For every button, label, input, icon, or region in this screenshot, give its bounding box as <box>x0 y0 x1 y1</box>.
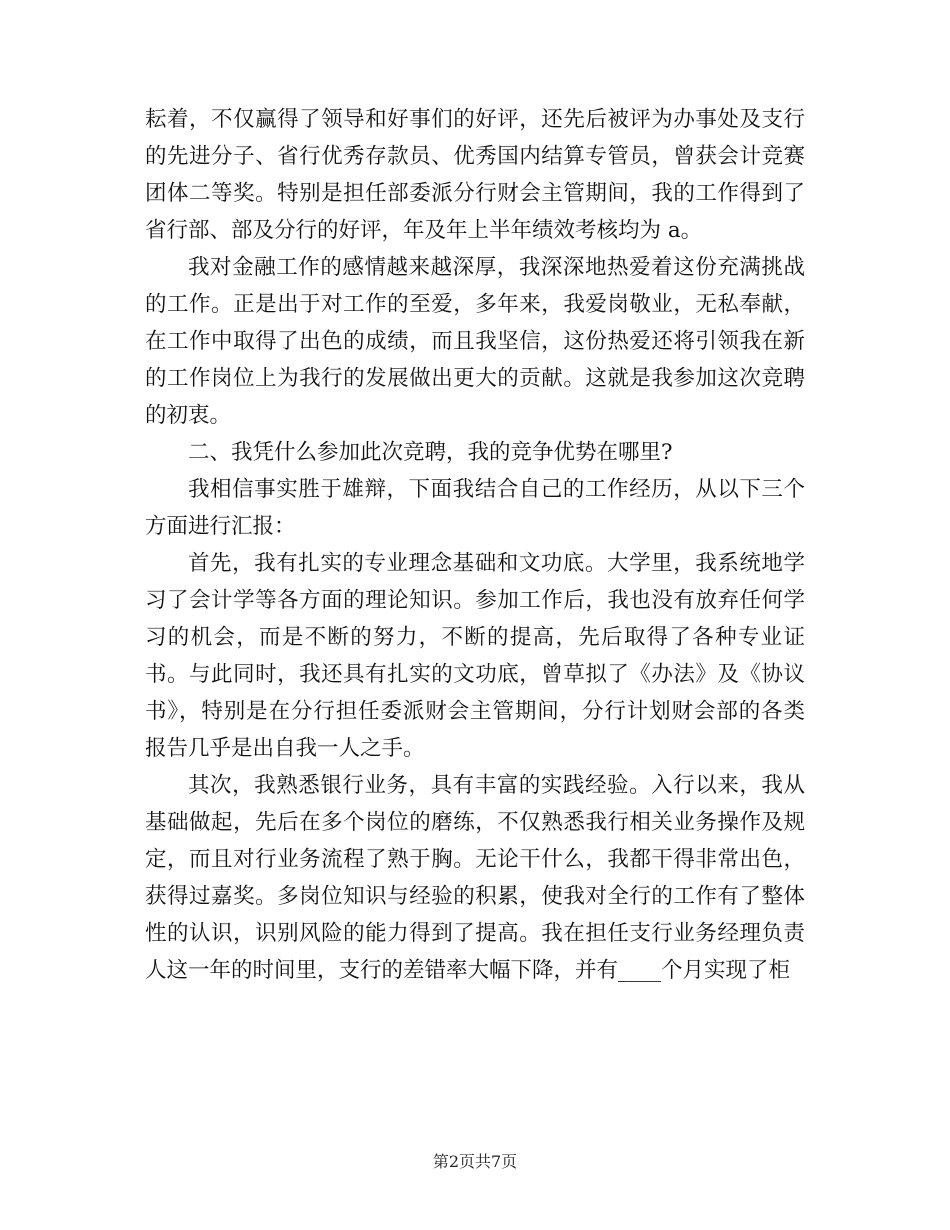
text-line: 性的认识，识别风险的能力得到了提高。我在担任支行业务经理负责 <box>145 921 805 946</box>
text-line: 我对金融工作的感情越来越深厚，我深深地热爱着这份充满挑战 <box>188 255 805 280</box>
text-line: 获得过嘉奖。多岗位知识与经验的积累，使我对全行的工作有了整体 <box>145 884 805 909</box>
paragraph <box>145 434 805 471</box>
text-line: 报告几乎是出自我一人之手。 <box>145 736 425 761</box>
text-line: 首先，我有扎实的专业理念基础和文功底。大学里，我系统地学 <box>188 551 805 576</box>
paragraph <box>145 471 805 545</box>
text-line: 二、我凭什么参加此次竞聘，我的竞争优势在哪里? <box>188 440 673 465</box>
text-line: 在工作中取得了出色的成绩，而且我坚信，这份热爱还将引领我在新 <box>145 329 805 354</box>
paragraph <box>145 767 805 989</box>
text-line: 习的机会，而是不断的努力，不断的提高，先后取得了各种专业证 <box>145 625 805 650</box>
text-line: 其次，我熟悉银行业务，具有丰富的实践经验。入行以来，我从 <box>188 773 805 798</box>
text-line: 方面进行汇报： <box>145 514 296 539</box>
text-line: 的初衷。 <box>145 403 232 428</box>
text-line: 书》，特别是在分行担任委派财会主管期间，分行计划财会部的各类 <box>145 699 805 724</box>
paragraph <box>145 101 805 249</box>
text-line: 习了会计学等各方面的理论知识。参加工作后，我也没有放弃任何学 <box>145 588 805 613</box>
text-line: 省行部、部及分行的好评，年及年上半年绩效考核均为 a。 <box>145 218 703 243</box>
text-line: 人这一年的时间里，支行的差错率大幅下降，并有____个月实现了柜 <box>145 958 791 983</box>
document-body <box>145 101 805 989</box>
text-line: 的工作。正是出于对工作的至爱，多年来，我爱岗敬业，无私奉献， <box>145 292 805 317</box>
text-line: 书。与此同时，我还具有扎实的文功底，曾草拟了《办法》及《协议 <box>145 662 805 687</box>
paragraph <box>145 249 805 434</box>
text-line: 定，而且对行业务流程了熟于胸。无论干什么，我都干得非常出色， <box>145 847 805 872</box>
text-line: 团体二等奖。特别是担任部委派分行财会主管期间，我的工作得到了 <box>145 181 805 206</box>
paragraph <box>145 545 805 767</box>
page-number: 第2页共7页 <box>432 1152 518 1171</box>
text-line: 我相信事实胜于雄辩，下面我结合自己的工作经历，从以下三个 <box>188 477 805 502</box>
text-line: 的先进分子、省行优秀存款员、优秀国内结算专管员，曾获会计竞赛 <box>145 144 805 169</box>
text-line: 基础做起，先后在多个岗位的磨练，不仅熟悉我行相关业务操作及规 <box>145 810 805 835</box>
text-line: 的工作岗位上为我行的发展做出更大的贡献。这就是我参加这次竞聘 <box>145 366 805 391</box>
text-line: 耘着，不仅赢得了领导和好事们的好评，还先后被评为办事处及支行 <box>145 107 805 132</box>
